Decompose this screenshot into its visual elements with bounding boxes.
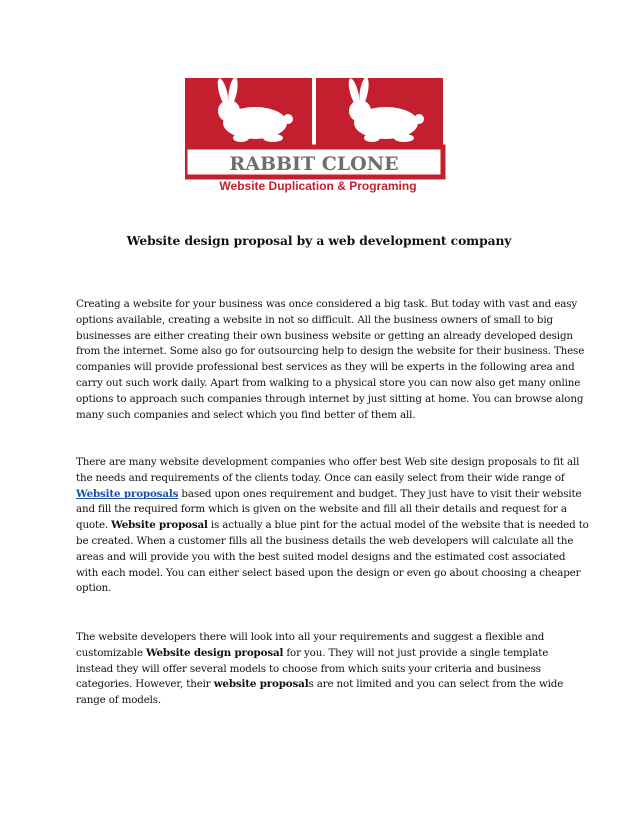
paragraph-line <box>76 487 582 503</box>
paragraph-line: many such companies and select which you find better of them all. <box>76 408 416 421</box>
paragraph-line: There are many website development companies who offer best Web site design proposals to fit all <box>76 456 580 468</box>
paragraph-line: areas and will provide you with the best suited model designs and the estimated cost associated <box>76 550 566 563</box>
paragraph-line: with each model. You can either select based upon the design or even go about choosing a cheaper <box>76 566 581 579</box>
paragraph-line: carry out such work daily. Apart from walking to a physical store you can now also get many online <box>76 376 581 389</box>
paragraph-line: companies will provide professional best services as they will be experts in the following area and <box>76 361 575 374</box>
text-segment: quote. <box>76 519 112 532</box>
text-segment: for you. They will not just provide a single template <box>283 646 549 659</box>
bold-term: website proposal <box>213 678 309 691</box>
paragraph-line: range of models. <box>76 694 162 707</box>
document-title: Website design proposal by a web development company <box>126 233 512 248</box>
paragraph-line: Creating a website for your business was once considered a big task. But today with vast and easy <box>76 298 578 310</box>
text-segment: categories. However, their <box>76 678 214 691</box>
logo-tagline: Website Duplication & Programing <box>219 179 417 193</box>
text-segment: s are not limited and you can select from the wide <box>308 678 564 691</box>
paragraph-line: the needs and requirements of the clients today. Once can easily select from their wide range of <box>76 471 565 484</box>
paragraph-1 <box>76 297 585 423</box>
paragraph-line: option. <box>76 582 112 595</box>
paragraph-line: instead they will offer several models to choose from which suits your criteria and business <box>76 662 541 675</box>
rabbit-clone-logo <box>185 78 451 194</box>
paragraph-2 <box>76 455 589 597</box>
website-proposals-link[interactable]: Website proposals <box>76 487 179 500</box>
paragraph-line: and fill the required form which is given on the website and fill all their details and request for a <box>76 503 567 516</box>
paragraph-line: from the internet. Some also go for outsourcing help to design the website for their business. These <box>76 345 585 358</box>
paragraph-line: The website developers there will look into all your requirements and suggest a flexible and <box>76 631 545 643</box>
logo-graphic <box>185 78 451 194</box>
bold-term: Website proposal <box>111 519 208 532</box>
paragraph-line <box>76 518 589 534</box>
text-segment: customizable <box>76 646 146 659</box>
paragraph-line: be created. When a customer fills all the business details the web developers will calculate all the <box>76 534 574 547</box>
logo-brand-text: RABBIT CLONE <box>229 153 399 175</box>
paragraph-line: businesses are either creating their own business website or getting an already developed design <box>76 329 573 342</box>
paragraph-line <box>76 646 568 662</box>
paragraph-line: options available, creating a website in not so difficult. All the business owners of small to big <box>76 313 553 326</box>
text-segment: is actually a blue pint for the actual model of the website that is needed to <box>207 519 589 532</box>
text-segment: based upon ones requirement and budget. They just have to visit their website <box>178 487 582 500</box>
paragraph-3 <box>76 630 568 709</box>
paragraph-line <box>76 677 568 693</box>
bold-term: Website design proposal <box>145 646 284 659</box>
paragraph-line: options to approach such companies through internet by just sitting at home. You can browse along <box>76 392 584 405</box>
